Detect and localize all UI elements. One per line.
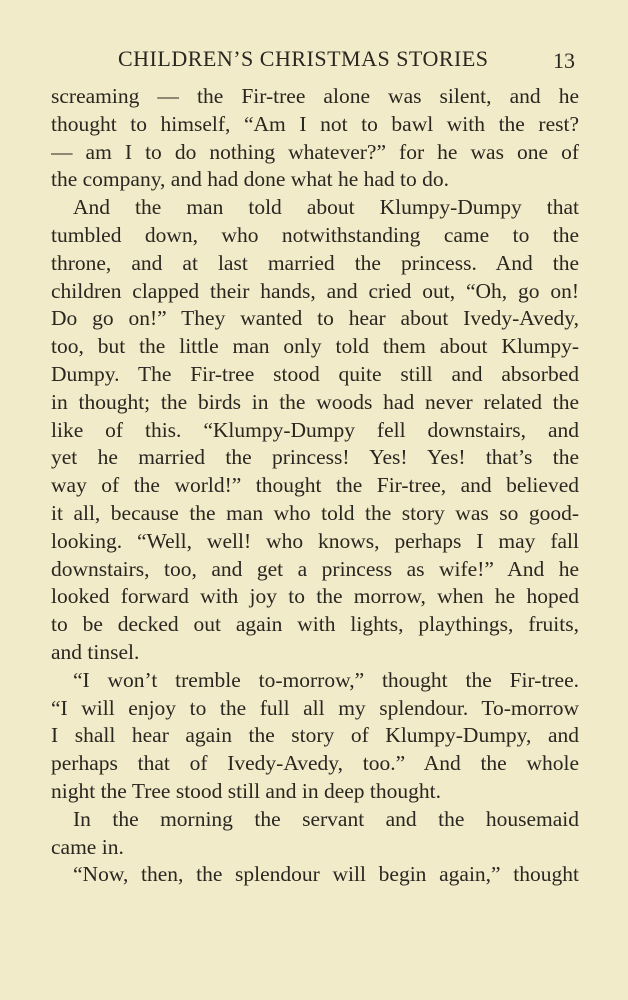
text-line: “I won’t tremble to-morrow,” thought the Fir-tree.	[73, 667, 579, 692]
text-line: “I will enjoy to the full all my splendour. To-morrow	[51, 695, 579, 720]
text-line: Do go on!” They wanted to hear about Ivedy-Avedy,	[51, 306, 579, 331]
text-line: to be decked out again with lights, playthings, fruits,	[51, 612, 579, 637]
text-line: way of the world!” thought the Fir-tree, and believed	[51, 473, 579, 498]
text-line: Dumpy. The Fir-tree stood quite still and absorbed	[51, 361, 579, 386]
page-number: 13	[553, 48, 575, 73]
text-line: and tinsel.	[51, 639, 140, 664]
text-line: perhaps that of Ivedy-Avedy, too.” And the whole	[51, 751, 579, 776]
text-line: And the man told about Klumpy-Dumpy that	[73, 195, 579, 220]
text-line: it all, because the man who told the story was so good-	[51, 500, 579, 525]
text-line: children clapped their hands, and cried out, “Oh, go on!	[51, 278, 579, 303]
text-line: downstairs, too, and get a princess as wife!” And he	[51, 556, 579, 581]
text-line: tumbled down, who notwithstanding came to the	[51, 222, 579, 247]
body-text	[51, 83, 579, 889]
text-line: looking. “Well, well! who knows, perhaps I may fall	[51, 528, 579, 553]
text-line: — am I to do nothing whatever?” for he was one of	[51, 139, 579, 164]
text-line: I shall hear again the story of Klumpy-Dumpy, and	[51, 723, 579, 748]
text-line: thought to himself, “Am I not to bawl with the rest?	[51, 111, 579, 136]
text-line: throne, and at last married the princess. And the	[51, 250, 579, 275]
running-title: CHILDREN’S CHRISTMAS STORIES	[118, 46, 489, 71]
text-line: came in.	[51, 834, 124, 859]
text-line: the company, and had done what he had to do.	[51, 167, 450, 192]
text-line: too, but the little man only told them about Klumpy-	[51, 334, 579, 359]
text-line: night the Tree stood still and in deep thought.	[51, 778, 441, 803]
text-line: yet he married the princess! Yes! Yes! that’s the	[51, 445, 579, 470]
text-line: In the morning the servant and the housemaid	[73, 806, 579, 831]
text-line: in thought; the birds in the woods had never related the	[51, 389, 579, 414]
text-line: looked forward with joy to the morrow, when he hoped	[51, 584, 579, 609]
text-line: “Now, then, the splendour will begin again,” thought	[73, 862, 579, 887]
text-line: screaming — the Fir-tree alone was silent, and he	[51, 84, 579, 108]
text-line: like of this. “Klumpy-Dumpy fell downstairs, and	[51, 417, 579, 442]
